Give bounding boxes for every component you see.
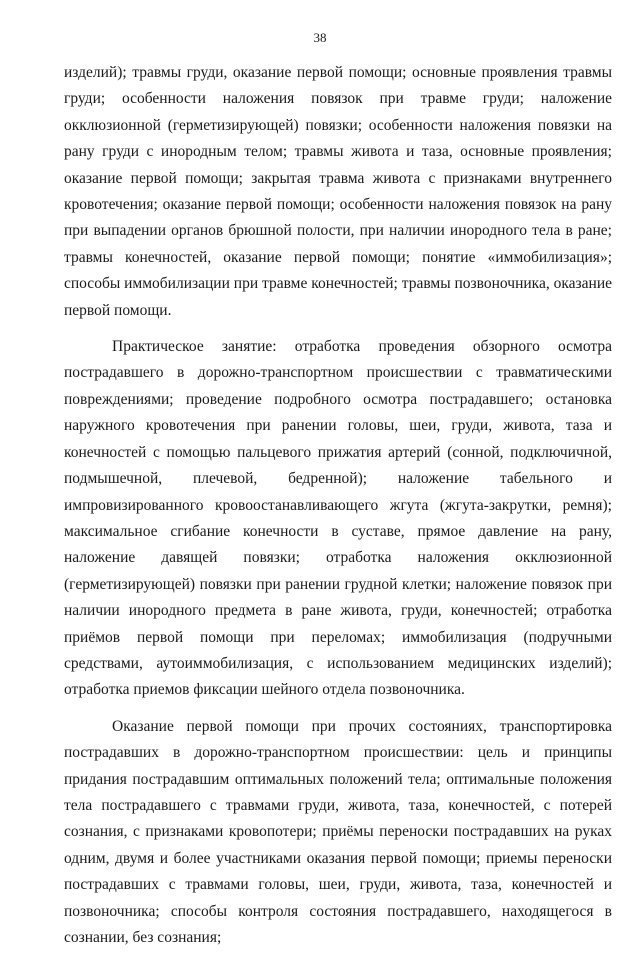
paragraph-practical-lesson: Практическое занятие: отработка проведения обзорного осмотра пострадавшего в дорожно-транспортном происшествии с травматическими повреждениями; проведение подробного осмотра пострадавшего; остановка наружного кровотечения при ранении головы, шеи, груди, живота, таза и конечностей с помощью пальцевого прижатия артерий (сонной, подключичной, подмышечной, плечевой, бедренной); наложение табельного и импровизированного кровоостанавливающего жгута (жгута-закрутки, ремня); максимальное сгибание конечности в суставе, прямое давление на рану, наложение давящей повязки; отработка наложения окклюзионной (герметизирующей) повязки при ранении грудной клетки; наложение повязок при наличии инородного предмета в ране живота, груди, конечностей; отработка приёмов первой помощи при переломах; иммобилизация (подручными средствами, аутоиммобилизация, с использованием медицинских изделий); отработка приемов фиксации шейного отдела позвоночника. [64,338,612,699]
paragraph-continued: изделий); травмы груди, оказание первой помощи; основные проявления травмы груди; особенности наложения повязок при травме груди; наложение окклюзионной (герметизирующей) повязки; особенности наложения повязки на рану груди с инородным телом; травмы живота и таза, основные проявления; оказание первой помощи; закрытая травма живота с признаками внутреннего кровотечения; оказание первой помощи; особенности наложения повязок на рану при выпадении органов брюшной полости, при наличии инородного тела в ране; травмы конечностей, оказание первой помощи; понятие «иммобилизация»; способы иммобилизации при травме конечностей; травмы позвоночника, оказание первой помощи. [64,64,612,319]
document-body [64,60,612,961]
page-number: 38 [313,30,327,45]
paragraph-other-conditions: Оказание первой помощи при прочих состояниях, транспортировка пострадавших в дорожно-транспортном происшествии: цель и принципы придания пострадавшим оптимальных положений тела; оптимальные положения тела пострадавшего с травмами груди, живота, таза, конечностей, с потерей сознания, с признаками кровопотери; приёмы переноски пострадавших на руках одним, двумя и более участниками оказания первой помощи; приемы переноски пострадавших с травмами головы, шеи, груди, живота, таза, конечностей и позвоночника; способы контроля состояния пострадавшего, находящегося в сознании, без сознания; [64,717,612,946]
